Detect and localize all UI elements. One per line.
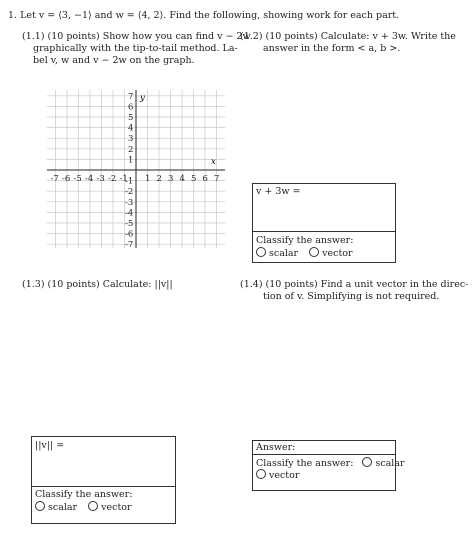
radio-icon[interactable] <box>88 501 98 511</box>
scalar-option-1-3[interactable]: scalar <box>35 502 77 513</box>
part-1-1-line-1: (1.1) (10 points) Show how you can find v − 2w <box>22 31 251 42</box>
answer-box-1-3 <box>31 436 176 524</box>
vector-option-1-2[interactable]: vector <box>309 248 352 259</box>
part-1-4-line-2: tion of v. Simplifying is not required. <box>263 291 440 302</box>
y-tick-label: 5 <box>128 113 134 123</box>
coordinate-grid[interactable] <box>30 82 235 252</box>
part-1-2-line-2: answer in the form < a, b >. <box>263 43 401 54</box>
part-1-2-line-1: (1.2) (10 points) Calculate: v + 3w. Write the <box>240 31 456 42</box>
answer-box-1-4 <box>252 440 405 491</box>
x-tick-label: -3 <box>96 174 105 184</box>
divider <box>253 454 395 455</box>
x-tick-label: -4 <box>85 174 94 184</box>
x-tick-label: -2 <box>108 174 117 184</box>
x-axis-label: x <box>211 157 216 167</box>
vector-option-1-3[interactable]: vector <box>88 502 131 513</box>
x-tick-label: 4 <box>179 174 185 184</box>
answer-label-1-2: v + 3w = <box>256 186 301 197</box>
x-tick-label: 5 <box>191 174 197 184</box>
y-tick-label: -4 <box>125 208 134 219</box>
radio-icon[interactable] <box>309 247 319 257</box>
x-tick-label: 1 <box>145 174 151 184</box>
y-tick-label: -1 <box>125 176 134 187</box>
answer-label-1-3: ||v|| = <box>35 440 65 451</box>
x-tick-label: -7 <box>50 174 59 184</box>
vector-option-1-4[interactable]: vector <box>256 470 299 481</box>
y-tick-label: 6 <box>128 102 134 113</box>
y-tick-label: 3 <box>128 134 134 145</box>
problem-header: 1. Let v = ⟨3, −1⟩ and w = ⟨4, 2⟩. Find the following, showing work for each part. <box>8 10 400 21</box>
y-tick-label: 2 <box>128 144 134 155</box>
answer-box-1-2 <box>252 183 396 263</box>
y-tick-label: -7 <box>125 240 134 251</box>
scalar-option-1-2[interactable]: scalar <box>256 248 298 259</box>
answer-label-1-4: Answer: <box>256 442 296 453</box>
scalar-option-1-4[interactable]: scalar <box>362 458 404 469</box>
x-tick-label: 7 <box>214 174 220 184</box>
divider <box>32 486 175 487</box>
part-1-1-line-3: bel v, w and v − 2w on the graph. <box>33 55 195 66</box>
y-tick-label: -3 <box>125 197 134 208</box>
radio-icon[interactable] <box>362 457 372 467</box>
x-tick-label: 6 <box>202 174 208 184</box>
radio-icon[interactable] <box>256 469 266 479</box>
x-tick-label: 3 <box>168 174 174 184</box>
divider <box>253 231 395 232</box>
y-tick-label: -5 <box>125 219 134 229</box>
classify-label-1-2: Classify the answer: <box>256 235 354 246</box>
y-tick-label: 4 <box>128 123 134 134</box>
part-1-1-line-2: graphically with the tip-to-tail method. La- <box>33 43 238 54</box>
radio-icon[interactable] <box>256 247 266 257</box>
part-1-3: (1.3) (10 points) Calculate: ||v|| <box>22 279 173 290</box>
classify-label-1-3: Classify the answer: <box>35 489 133 500</box>
y-tick-label: 7 <box>128 91 134 102</box>
x-tick-label: -6 <box>62 174 71 184</box>
y-axis-label: y <box>140 93 145 103</box>
y-tick-label: -2 <box>125 187 134 198</box>
radio-icon[interactable] <box>35 501 45 511</box>
y-tick-label: 1 <box>128 155 134 166</box>
x-tick-label: 2 <box>156 174 162 184</box>
classify-label-1-4: Classify the answer: <box>256 458 354 469</box>
x-tick-label: -5 <box>73 174 82 184</box>
part-1-4-line-1: (1.4) (10 points) Find a unit vector in the direc- <box>240 279 469 290</box>
y-tick-label: -6 <box>125 229 134 240</box>
x-tick-label: -1 <box>119 174 128 184</box>
